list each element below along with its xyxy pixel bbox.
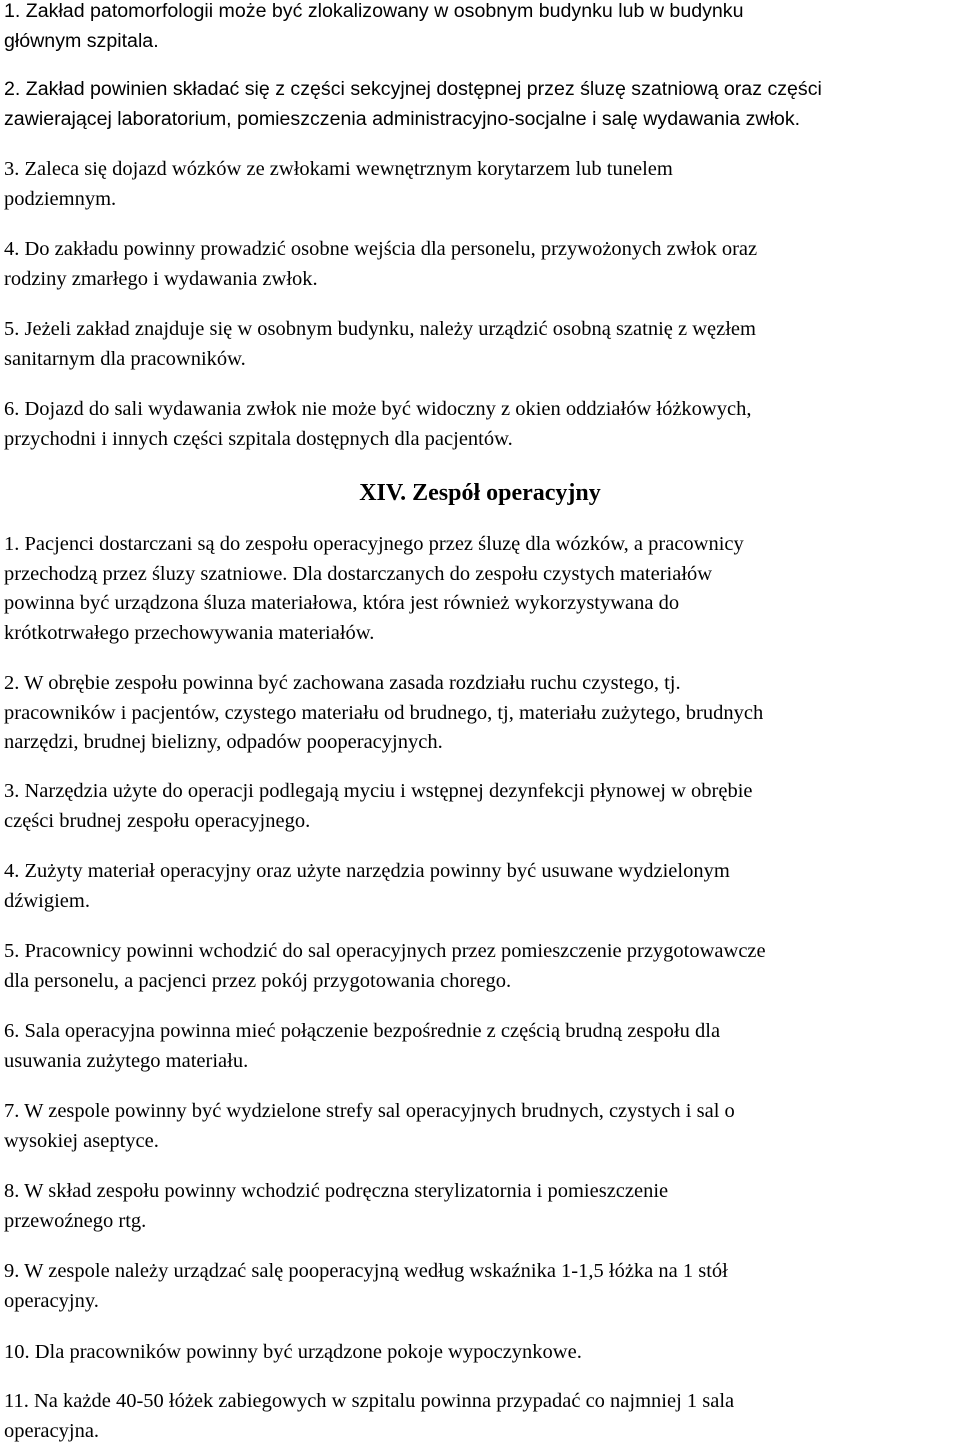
paragraph-line: dla personelu, a pacjenci przez pokój przygotowania chorego. (4, 969, 512, 992)
paragraph-c-2 (4, 669, 956, 758)
paragraph-c-7 (4, 1097, 956, 1156)
paragraph-line: przewoźnego rtg. (4, 1209, 147, 1232)
paragraph-c-5 (4, 937, 956, 996)
paragraph-c-11 (4, 1387, 956, 1446)
paragraph-b-3 (4, 155, 956, 214)
paragraph-c-10 (4, 1338, 956, 1368)
paragraph-line: operacyjny. (4, 1289, 99, 1312)
paragraph-line: 6. Sala operacyjna powinna mieć połączenie bezpośrednie z częścią brudną zespołu dla (4, 1020, 721, 1042)
paragraph-line: części brudnej zespołu operacyjnego. (4, 809, 311, 832)
paragraph-line: 9. W zespole należy urządzać salę pooperacyjną według wskaźnika 1-1,5 łóżka na 1 stół (4, 1260, 728, 1282)
paragraph-c-9 (4, 1257, 956, 1316)
paragraph-b-5 (4, 315, 956, 374)
paragraph-line: wysokiej aseptyce. (4, 1129, 159, 1152)
paragraph-line: 4. Zużyty materiał operacyjny oraz użyte narzędzia powinny być usuwane wydzielonym (4, 860, 730, 882)
paragraph-b-6 (4, 395, 956, 454)
paragraph-line: 7. W zespole powinny być wydzielone strefy sal operacyjnych brudnych, czystych i sal o (4, 1100, 735, 1122)
paragraph-line: 5. Pracownicy powinni wchodzić do sal operacyjnych przez pomieszczenie przygotowawcze (4, 940, 766, 962)
paragraph-c-8 (4, 1177, 956, 1236)
paragraph-line: usuwania zużytego materiału. (4, 1049, 249, 1072)
paragraph-line: przychodni i innych części szpitala dostępnych dla pacjentów. (4, 427, 513, 450)
section-heading: XIV. Zespół operacyjny (359, 480, 601, 506)
paragraph-line: powinna być urządzona śluza materiałowa, która jest również wykorzystywana do (4, 592, 680, 614)
paragraph-line: 3. Narzędzia użyte do operacji podlegają myciu i wstępnej dezynfekcji płynowej w obrębie (4, 780, 753, 802)
paragraph-line: podziemnym. (4, 187, 117, 210)
paragraph-line: krótkotrwałego przechowywania materiałów. (4, 621, 375, 644)
paragraph-line: pracowników i pacjentów, czystego materiału od brudnego, tj, materiału zużytego, brudnych (4, 701, 764, 724)
paragraph-line: 5. Jeżeli zakład znajduje się w osobnym budynku, należy urządzić osobną szatnię z węzłem (4, 318, 756, 340)
paragraph-line: 3. Zaleca się dojazd wózków ze zwłokami wewnętrznym korytarzem lub tunelem (4, 158, 673, 180)
paragraph-line: sanitarnym dla pracowników. (4, 347, 246, 370)
paragraph-line: narzędzi, brudnej bielizny, odpadów pooperacyjnych. (4, 731, 443, 753)
paragraph-line: 6. Dojazd do sali wydawania zwłok nie może być widoczny z okien oddziałów łóżkowych, (4, 398, 752, 420)
paragraph-a-2 (4, 75, 956, 134)
paragraph-line: przechodzą przez śluzy szatniowe. Dla dostarczanych do zespołu czystych materiałów (4, 562, 713, 585)
paragraph-c-4 (4, 857, 956, 916)
paragraph-c-3 (4, 777, 956, 836)
paragraph-line: zawierającej laboratorium, pomieszczenia administracyjno-socjalne i salę wydawania zwłok. (4, 107, 801, 130)
paragraph-line: 1. Pacjenci dostarczani są do zespołu operacyjnego przez śluzę dla wózków, a pracownicy (4, 533, 744, 555)
paragraph-c-6 (4, 1017, 956, 1076)
paragraph-c-1 (4, 530, 956, 648)
paragraph-line: głównym szpitala. (4, 29, 159, 52)
paragraph-line: 10. Dla pracowników powinny być urządzone pokoje wypoczynkowe. (4, 1341, 582, 1363)
paragraph-line: 8. W skład zespołu powinny wchodzić podręczna sterylizatornia i pomieszczenie (4, 1180, 669, 1202)
paragraph-line: dźwigiem. (4, 889, 90, 912)
paragraph-line: 1. Zakład patomorfologii może być zlokalizowany w osobnym budynku lub w budynku (4, 0, 744, 22)
paragraph-line: rodziny zmarłego i wydawania zwłok. (4, 267, 318, 290)
paragraph-line: 4. Do zakładu powinny prowadzić osobne wejścia dla personelu, przywożonych zwłok oraz (4, 238, 758, 260)
paragraph-line: 2. Zakład powinien składać się z części sekcyjnej dostępnej przez śluzę szatniową oraz części (4, 78, 822, 100)
paragraph-line: 2. W obrębie zespołu powinna być zachowana zasada rozdziału ruchu czystego, tj. (4, 672, 681, 694)
paragraph-a-1 (4, 0, 956, 56)
paragraph-line: 11. Na każde 40-50 łóżek zabiegowych w szpitalu powinna przypadać co najmniej 1 sala (4, 1390, 735, 1412)
paragraph-line: operacyjna. (4, 1419, 100, 1442)
paragraph-b-4 (4, 235, 956, 294)
